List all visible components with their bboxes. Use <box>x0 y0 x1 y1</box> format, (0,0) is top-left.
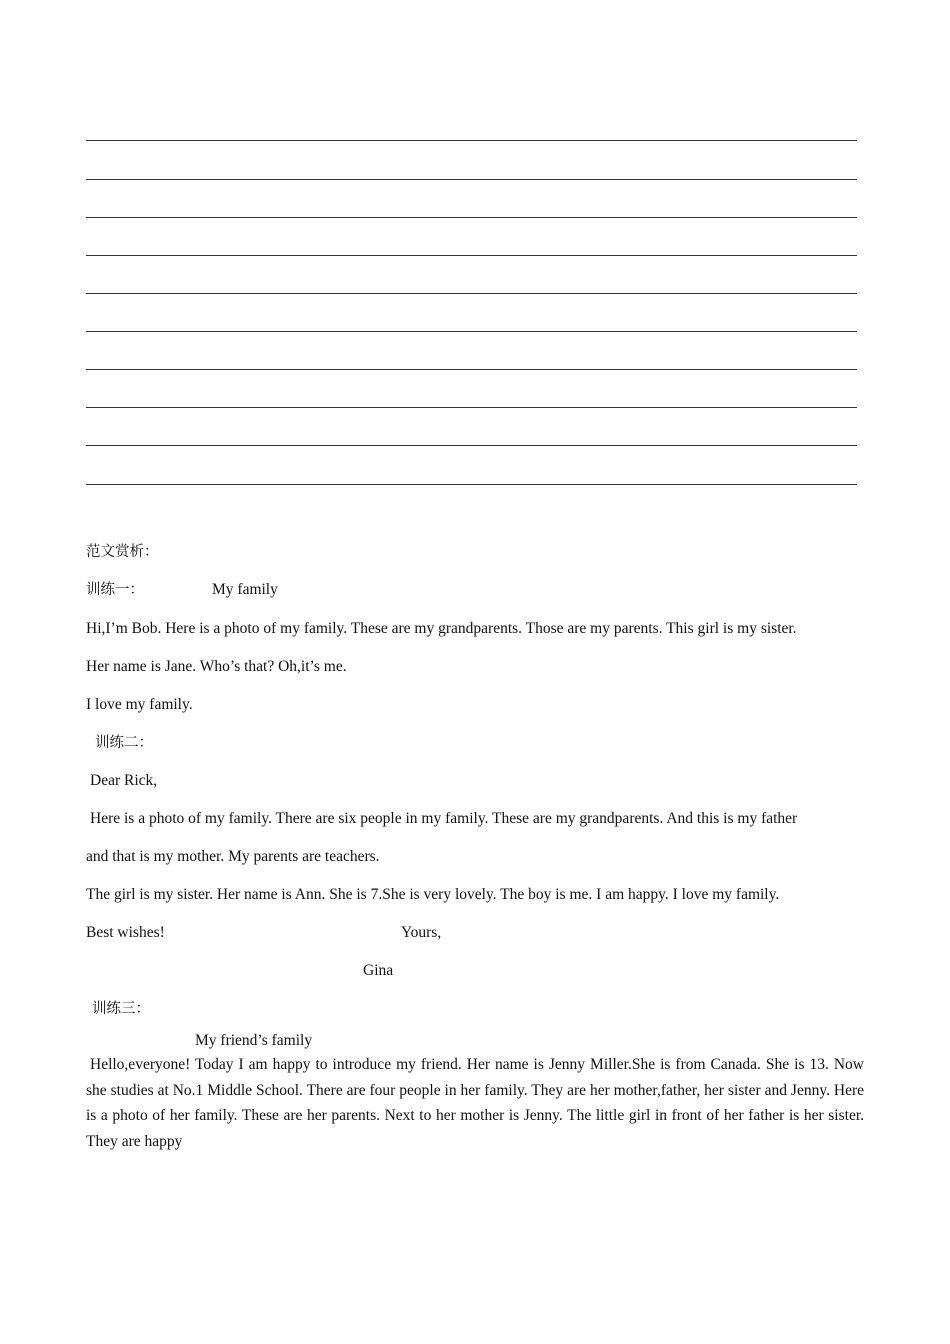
exercise1-line: Hi,I’m Bob. Here is a photo of my family. These are my grandparents. Those are my parents. This girl is my sister. <box>86 620 797 637</box>
exercise1-line: I love my family. <box>86 696 193 713</box>
letter-line: and that is my mother. My parents are teachers. <box>86 848 380 865</box>
exercise1-label: 训练一： <box>86 582 144 598</box>
letter-closing: Best wishes! <box>86 924 165 941</box>
answer-line <box>86 407 857 408</box>
answer-line <box>86 140 857 141</box>
answer-line <box>86 369 857 370</box>
exercise3-label: 训练三： <box>92 1001 150 1017</box>
answer-line <box>86 255 857 256</box>
letter-signature: Gina <box>363 962 394 979</box>
letter-line: Here is a photo of my family. There are six people in my family. These are my grandparents. And this is my father <box>90 810 798 827</box>
answer-line <box>86 445 857 446</box>
exercise3-paragraph: Hello,everyone! Today I am happy to introduce my friend. Her name is Jenny Miller.She is from Canada. She is 13. Now she studies at No.1 Middle School. There are four people in her family. They are her mother,father, her sister and Jenny. Here is a photo of her family. These are her parents. Next to her mother is Jenny. The little girl in front of her father is her sister. They are happy <box>86 1056 864 1150</box>
exercise2-label: 训练二： <box>95 735 153 751</box>
exercise1-title: My family <box>212 581 278 598</box>
exercise3-title: My friend’s family <box>195 1032 313 1049</box>
answer-line <box>86 217 857 218</box>
section-heading: 范文赏析： <box>86 544 159 560</box>
answer-line <box>86 331 857 332</box>
exercise1-line: Her name is Jane. Who’s that? Oh,it’s me. <box>86 658 347 675</box>
letter-sign-off: Yours, <box>401 924 442 941</box>
answer-line <box>86 293 857 294</box>
answer-line <box>86 179 857 180</box>
letter-greeting: Dear Rick, <box>90 772 158 789</box>
answer-line <box>86 484 857 485</box>
letter-line: The girl is my sister. Her name is Ann. She is 7.She is very lovely. The boy is me. I am happy. I love my family. <box>86 886 780 903</box>
